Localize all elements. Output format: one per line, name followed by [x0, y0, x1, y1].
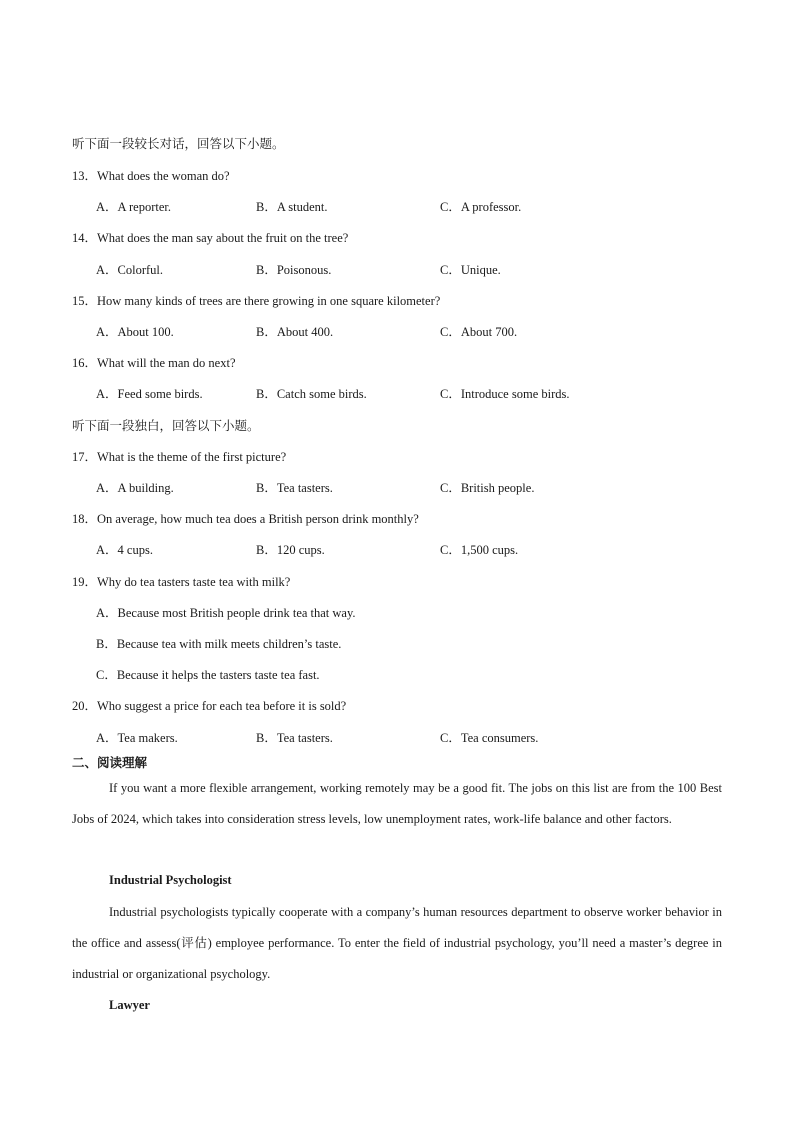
job-title-industrial-psychologist: Industrial Psychologist [109, 873, 232, 887]
q15-option-c: C．About 700. [440, 325, 518, 339]
q13-option-a: A．A reporter. [96, 200, 171, 214]
q16-option-b: B．Catch some birds. [256, 387, 367, 401]
question-13: 13．What does the woman do? [72, 169, 230, 183]
q14-option-a: A．Colorful. [96, 263, 164, 277]
q18-option-a: A．4 cups. [96, 543, 153, 557]
question-18: 18．On average, how much tea does a British person drink monthly? [72, 512, 419, 526]
q17-option-c: C．British people. [440, 481, 535, 495]
q20-option-a: A．Tea makers. [96, 731, 178, 745]
q20-option-c: C．Tea consumers. [440, 731, 539, 745]
section-heading-long-dialogue: 听下面一段较长对话，回答以下小题。 [72, 136, 285, 151]
question-17: 17．What is the theme of the first picture? [72, 450, 287, 464]
job-description-industrial-psychologist: Industrial psychologists typically cooperate with a company’s human resources department to observe worker behavior in the office and assess(评估) employee performance. To enter the field of industrial psychology, you’ll need a master’s degree in industrial or organizational psychology. [72, 905, 722, 981]
q14-option-c: C．Unique. [440, 263, 501, 277]
job-title-lawyer: Lawyer [109, 998, 150, 1012]
q19-option-b: B．Because tea with milk meets children’s taste. [96, 637, 342, 651]
q15-option-b: B．About 400. [256, 325, 334, 339]
section-heading-monologue: 听下面一段独白，回答以下小题。 [72, 418, 260, 433]
q13-option-b: B．A student. [256, 200, 328, 214]
q15-option-a: A．About 100. [96, 325, 174, 339]
q16-option-a: A．Feed some birds. [96, 387, 203, 401]
question-14: 14．What does the man say about the fruit on the tree? [72, 231, 349, 245]
question-19: 19．Why do tea tasters taste tea with milk? [72, 575, 291, 589]
question-16: 16．What will the man do next? [72, 356, 236, 370]
q16-option-c: C．Introduce some birds. [440, 387, 570, 401]
q14-option-b: B．Poisonous. [256, 263, 332, 277]
q20-option-b: B．Tea tasters. [256, 731, 333, 745]
q19-option-a: A．Because most British people drink tea that way. [96, 606, 356, 620]
reading-section-title: 二、阅读理解 [72, 755, 148, 770]
q17-option-b: B．Tea tasters. [256, 481, 333, 495]
question-20: 20．Who suggest a price for each tea before it is sold? [72, 699, 347, 713]
q13-option-c: C．A professor. [440, 200, 522, 214]
q18-option-c: C．1,500 cups. [440, 543, 519, 557]
q19-option-c: C．Because it helps the tasters taste tea fast. [96, 668, 320, 682]
q17-option-a: A．A building. [96, 481, 174, 495]
question-15: 15．How many kinds of trees are there growing in one square kilometer? [72, 294, 441, 308]
q18-option-b: B．120 cups. [256, 543, 325, 557]
reading-intro-paragraph: If you want a more flexible arrangement, working remotely may be a good fit. The jobs on this list are from the 100 Best Jobs of 2024, which takes into consideration stress levels, low unemployment rates, work-life balance and other factors. [72, 781, 722, 826]
